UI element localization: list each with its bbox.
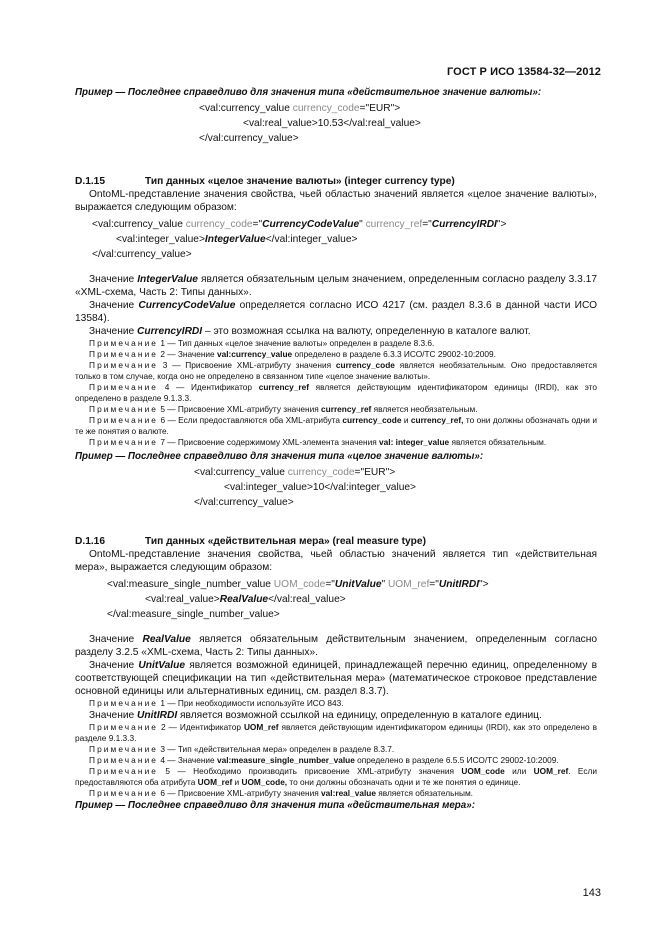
standard-header: ГОСТ Р ИСО 13584-32—2012: [446, 66, 601, 78]
section-heading: D.1.16 Тип данных «действительная мера» (real measure type): [75, 536, 426, 547]
note: Примечание 4 — Значение val:measure_single_number_value определено в разделе 6.5.5 ИСО/ТС 29002-10:2009.: [89, 755, 559, 765]
note: Примечание 3 — Тип «действительная мера» определен в разделе 8.3.7.: [89, 744, 395, 754]
code-line: <val:real_value>RealValue</val:real_value>: [145, 594, 346, 605]
code-line: <val:integer_value>IntegerValue</val:integer_value>: [116, 234, 358, 245]
code-line: </val:currency_value>: [194, 497, 294, 508]
code-line: </val:currency_value>: [92, 249, 192, 260]
note: Примечание 6 — Присвоение XML-атрибуту значения val:real_value является обязательным.: [89, 788, 473, 798]
code-line: <val:currency_value currency_code="EUR">: [194, 467, 396, 478]
code-template: [107, 577, 597, 622]
code-line: <val:currency_value currency_code="EUR">: [199, 103, 401, 114]
note: Примечание 1 — Тип данных «целое значение валюты» определен в разделе 8.3.6.: [89, 338, 435, 348]
note: Примечание 3 — Присвоение XML-атрибуту значения currency_code является необязательным. Оно предоставляется только в том случае, когда оно не определено в связанном типе «целое значение валюты».: [75, 360, 597, 381]
paragraph: Значение CurrencyCodeValue определяется согласно ИСО 4217 (см. раздел 8.3.6 в данной части ИСО 13584).: [75, 300, 598, 324]
code-line: </val:measure_single_number_value>: [107, 609, 280, 620]
page-number: 143: [582, 887, 601, 899]
note: Примечание 2 — Значение val:currency_value определено в разделе 6.3.3 ИСО/ТС 29002-10:2009.: [89, 349, 496, 359]
note: Примечание 5 — Присвоение XML-атрибуту значения currency_ref является необязательным.: [89, 404, 478, 414]
note: Примечание 6 — Если предоставляются оба XML-атрибута currency_code и currency_ref, то они должны обозначать одни и те же понятия о валюте.: [75, 415, 597, 436]
example-caption: Пример — Последнее справедливо для значения типа «целое значение валюты»:: [75, 451, 484, 462]
page-body: [75, 86, 597, 812]
paragraph: OntoML-представление значения свойства, чьей областью значений является «целое значение валюты», выражается следующим образом:: [75, 189, 597, 213]
code-line: <val:real_value>10.53</val:real_value>: [243, 118, 421, 129]
paragraph: Значение IntegerValue является обязательным целым значением, определенным согласно разделу 3.3.17 «XML-схема, Часть 2: Типы данных».: [75, 274, 597, 298]
code-line: </val:currency_value>: [199, 133, 299, 144]
code-template: [92, 217, 597, 262]
paragraph: Значение UnitIRDI является возможной ссылкой на единицу, определенную в каталоге единиц.: [89, 710, 542, 721]
note: Примечание 1 — При необходимости используйте ИСО 843.: [89, 698, 344, 708]
code-example: [199, 101, 597, 146]
paragraph: OntoML-представление значения свойства, чьей областью значений является тип «действительная мера», выражается следующим образом:: [75, 549, 597, 573]
note: Примечание 7 — Присвоение содержимому XML-элемента значения val: integer_value является обязательным.: [89, 437, 547, 447]
code-example: [194, 465, 597, 510]
note: Примечание 4 — Идентификатор currency_ref является действующим идентификатором единицы (IRDI), как это определено в разделе 9.1.3.3.: [75, 382, 597, 403]
code-line: <val:measure_single_number_value UOM_code="UnitValue" UOM_ref="UnitIRDI">: [107, 579, 489, 590]
paragraph: Значение UnitValue является возможной единицей, принадлежащей перечню единиц, определенному в соответствующей спецификации на тип «действительная мера» (математическое строковое представление основной единицы или альтернативных единиц, см. раздел 8.3.7).: [75, 660, 597, 697]
code-line: <val:integer_value>10</val:integer_value>: [224, 482, 417, 493]
note: Примечание 2 — Идентификатор UOM_ref является действующим идентификатором единицы (IRDI), как это определено в разделе 9.1.3.3.: [75, 722, 597, 743]
section-heading: D.1.15 Тип данных «целое значение валюты» (integer currency type): [75, 176, 455, 187]
paragraph: Значение RealValue является обязательным действительным значением, определенным согласно разделу 3.2.5 «XML-схема, Часть 2: Типы данных».: [75, 634, 597, 658]
code-line: <val:currency_value currency_code="CurrencyCodeValue" currency_ref="CurrencyIRDI">: [92, 219, 507, 230]
example-caption: Пример — Последнее справедливо для значения типа «действительная мера»:: [75, 800, 475, 811]
example-caption: Пример — Последнее справедливо для значения типа «действительное значение валюты»:: [75, 87, 542, 98]
note: Примечание 5 — Необходимо производить присвоение XML-атрибуту значения UOM_code или UOM_ref. Если предоставляются оба атрибута UOM_ref и UOM_code, то они должны обозначать одни и те же понятия о единице.: [75, 766, 597, 787]
paragraph: Значение CurrencyIRDI – это возможная ссылка на валюту, определенную в каталоге валют.: [89, 326, 531, 337]
